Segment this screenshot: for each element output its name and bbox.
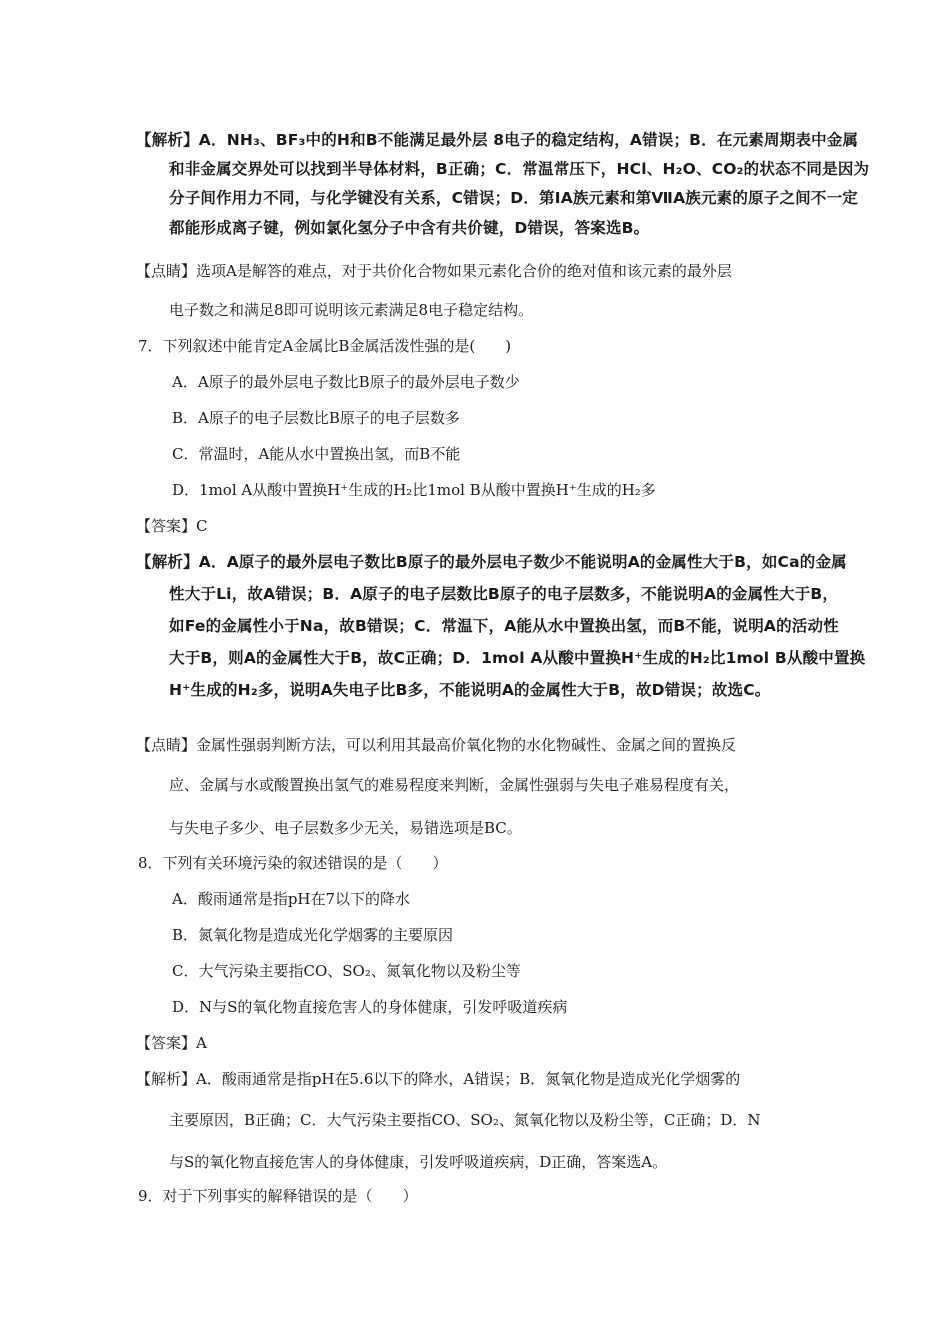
explanation-line: 都能形成离子键，例如氯化氢分子中含有共价键，D错误，答案选B。 bbox=[169, 219, 650, 237]
option-b: B．氮氧化物是造成光化学烟雾的主要原因 bbox=[172, 926, 454, 944]
answer: 【答案】C bbox=[136, 517, 208, 535]
explanation-line: 如Fe的金属性小于Na，故B错误；C．常温下，A能从水中置换出氢，而B不能，说明A的活动性 bbox=[169, 617, 839, 635]
option-d: D．N与S的氧化物直接危害人的身体健康，引发呼吸道疾病 bbox=[172, 998, 568, 1016]
explanation-line: 主要原因，B正确；C．大气污染主要指CO、SO₂、氮氧化物以及粉尘等，C正确；D．N bbox=[169, 1111, 761, 1129]
option-a: A．酸雨通常是指pH在7以下的降水 bbox=[172, 890, 411, 908]
answer: 【答案】A bbox=[136, 1034, 207, 1052]
note-line: 应、金属与水或酸置换出氢气的难易程度来判断，金属性强弱与失电子难易程度有关， bbox=[169, 776, 740, 794]
note-line: 【点睛】选项A是解答的难点，对于共价化合物如果元素化合价的绝对值和该元素的最外层 bbox=[136, 262, 732, 280]
question-stem: 8．下列有关环境污染的叙述错误的是（ ） bbox=[138, 854, 448, 872]
explanation-line: 大于B，则A的金属性大于B，故C正确；D．1mol A从酸中置换H⁺生成的H₂比1mol B从酸中置换 bbox=[169, 649, 866, 667]
question-stem: 9．对于下列事实的解释错误的是（ ） bbox=[138, 1187, 418, 1205]
option-a: A．A原子的最外层电子数比B原子的最外层电子数少 bbox=[172, 373, 520, 391]
note-line: 【点睛】金属性强弱判断方法，可以利用其最高价氧化物的水化物碱性、金属之间的置换反 bbox=[136, 736, 737, 754]
explanation-line: 分子间作用力不同，与化学键没有关系，C错误；D．第ⅠA族元素和第ⅦA族元素的原子之间不一定 bbox=[169, 189, 858, 207]
explanation-line: H⁺生成的H₂多，说明A失电子比B多，不能说明A的金属性大于B，故D错误；故选C。 bbox=[169, 681, 771, 699]
option-c: C．大气污染主要指CO、SO₂、氮氧化物以及粉尘等 bbox=[172, 962, 521, 980]
option-b: B．A原子的电子层数比B原子的电子层数多 bbox=[172, 409, 460, 427]
explanation-line: 【解析】A．酸雨通常是指pH在5.6以下的降水，A错误；B．氮氧化物是造成光化学烟雾的 bbox=[136, 1070, 741, 1088]
explanation-line: 【解析】A．A原子的最外层电子数比B原子的最外层电子数少不能说明A的金属性大于B，如Ca的金属 bbox=[136, 553, 847, 571]
explanation-line: 和非金属交界处可以找到半导体材料，B正确；C．常温常压下，HCl、H₂O、CO₂的状态不同是因为 bbox=[169, 160, 870, 178]
explanation-line: 与S的氧化物直接危害人的身体健康，引发呼吸道疾病，D正确，答案选A。 bbox=[169, 1153, 668, 1171]
option-d: D．1mol A从酸中置换H⁺生成的H₂比1mol B从酸中置换H⁺生成的H₂多 bbox=[172, 481, 656, 499]
explanation-line: 性大于Li，故A错误；B．A原子的电子层数比B原子的电子层数多，不能说明A的金属性大于B， bbox=[169, 585, 839, 603]
question-stem: 7．下列叙述中能肯定A金属比B金属活泼性强的是( ) bbox=[138, 337, 512, 355]
note-line: 与失电子多少、电子层数多少无关，易错选项是BC。 bbox=[169, 819, 522, 837]
note-line: 电子数之和满足8即可说明该元素满足8电子稳定结构。 bbox=[169, 301, 534, 319]
explanation-line: 【解析】A．NH₃、BF₃中的H和B不能满足最外层 8电子的稳定结构，A错误；B．在元素周期表中金属 bbox=[136, 131, 859, 149]
option-c: C．常温时，A能从水中置换出氢，而B不能 bbox=[172, 445, 461, 463]
